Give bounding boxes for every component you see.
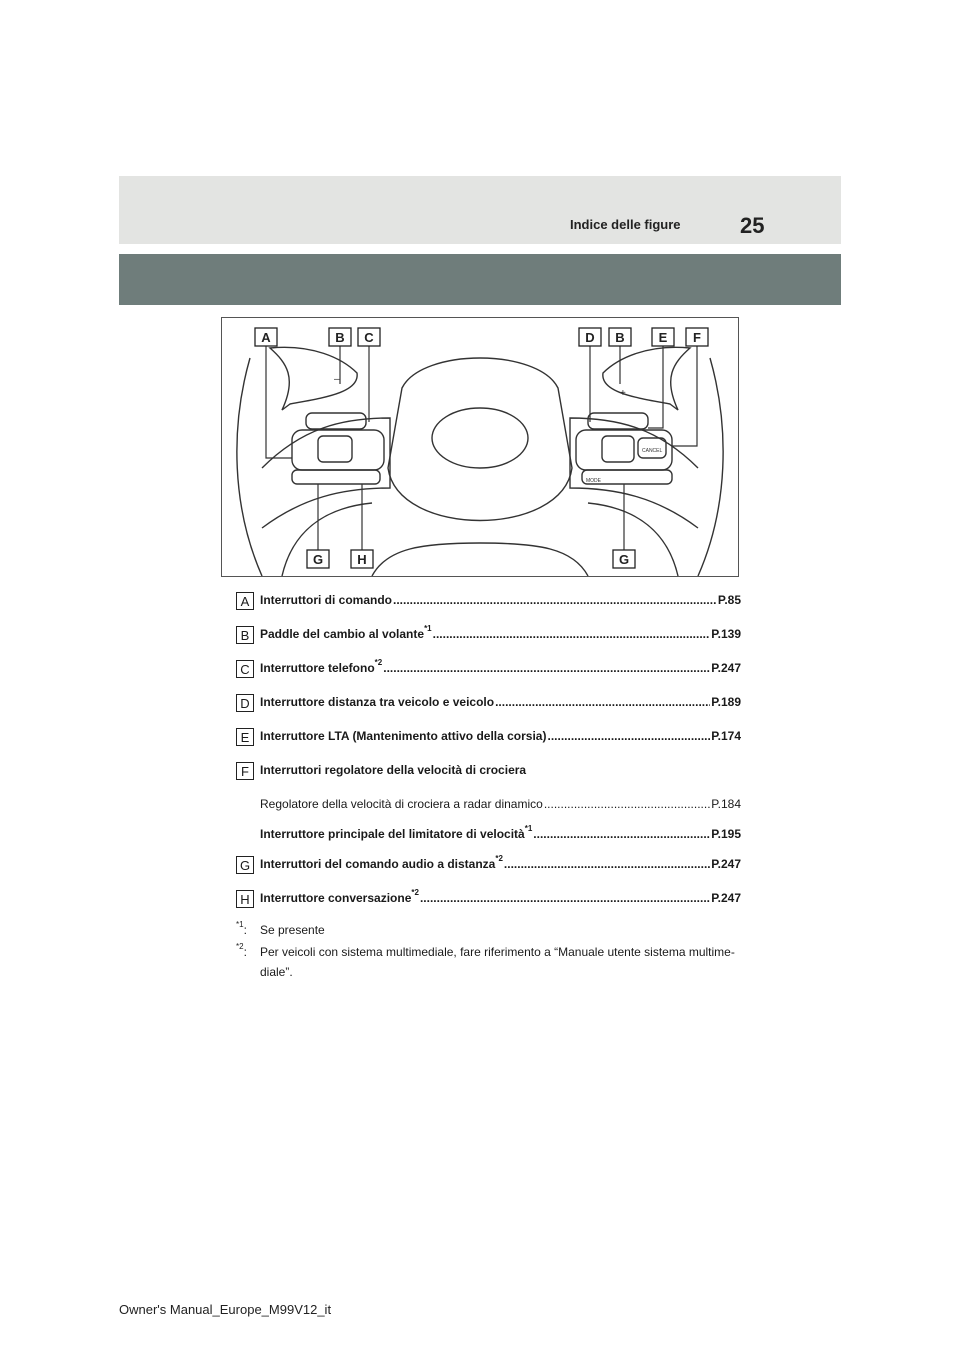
page-ref-link[interactable]: P.139 <box>711 627 741 641</box>
svg-text:MODE: MODE <box>586 478 601 484</box>
callout-b-right: B <box>615 330 625 345</box>
legend-letter: E <box>236 728 254 746</box>
steering-wheel-figure <box>221 317 739 577</box>
legend-list <box>236 586 741 918</box>
callout-f: F <box>693 330 701 345</box>
footnote: $^{*1}$: Se presente <box>236 920 325 937</box>
steering-wheel-illustration <box>222 318 738 576</box>
legend-text: Interruttore principale del limitatore di velocità <box>260 827 525 841</box>
footnote-text: Se presente <box>260 923 325 937</box>
legend-subitem <box>236 790 741 820</box>
legend-item <box>236 688 741 722</box>
page-ref-link[interactable]: P.195 <box>711 827 741 841</box>
legend-text: Interruttore telefono <box>260 661 375 675</box>
page-ref-link[interactable]: P.189 <box>711 695 741 709</box>
legend-item <box>236 850 741 884</box>
legend-item <box>236 756 741 790</box>
page-ref-link[interactable]: P.247 <box>711 891 741 905</box>
footnotes <box>236 920 746 984</box>
page-number: 25 <box>740 213 765 238</box>
legend-letter: A <box>236 592 254 610</box>
callout-a: A <box>261 330 271 345</box>
legend-letter: C <box>236 660 254 678</box>
callout-b-left: B <box>335 330 345 345</box>
legend-item <box>236 620 741 654</box>
legend-letter: F <box>236 762 254 780</box>
legend-subitem <box>236 820 741 850</box>
page-ref-link[interactable]: P.184 <box>711 797 741 811</box>
legend-text: Paddle del cambio al volante <box>260 627 425 641</box>
legend-text: Interruttori regolatore della velocità di crociera <box>260 763 527 777</box>
footnote-mark: *2 <box>236 942 244 951</box>
legend-item <box>236 722 741 756</box>
svg-text:CANCEL: CANCEL <box>642 448 663 454</box>
page-ref-link[interactable]: P.247 <box>711 661 741 675</box>
callout-g-right: G <box>618 552 630 567</box>
legend-item <box>236 884 741 918</box>
callout-g-left: G <box>312 552 324 567</box>
footnote-mark: *2 <box>411 888 419 897</box>
legend-letter: H <box>236 890 254 908</box>
svg-text:–: – <box>334 374 340 385</box>
footnote-mark: *2 <box>374 658 383 667</box>
legend-letter: B <box>236 626 254 644</box>
legend-text: Interruttori del comando audio a distanza <box>260 857 496 871</box>
footnote-mark: *1 <box>424 624 432 633</box>
footnote-mark: *1 <box>236 920 244 929</box>
legend-text: Interruttori di comando <box>260 593 392 607</box>
footer-text: Owner's Manual_Europe_M99V12_it <box>119 1302 332 1317</box>
page-ref-link[interactable]: P.247 <box>711 857 741 871</box>
legend-text: Interruttore LTA (Mantenimento attivo della corsia) <box>260 729 547 743</box>
legend-letter: G <box>236 856 254 874</box>
header-band <box>119 176 841 244</box>
section-title: Indice delle figure <box>570 217 681 232</box>
footnote: $^{*2}$: Per veicoli con sistema multimediale, fare riferimento a “Manuale utente sistema multime-diale”. <box>236 942 735 979</box>
page-ref-link[interactable]: P.174 <box>711 729 741 743</box>
callout-d: D <box>585 330 595 345</box>
footnote-mark: *2 <box>495 854 503 863</box>
section-band <box>119 254 841 305</box>
page-ref-link[interactable]: P.85 <box>717 593 741 607</box>
legend-letter: D <box>236 694 254 712</box>
legend-text: Interruttore distanza tra veicolo e veicolo <box>260 695 495 709</box>
legend-item <box>236 654 741 688</box>
legend-text: Regolatore della velocità di crociera a radar dinamico <box>260 797 543 811</box>
callout-c: C <box>364 330 374 345</box>
footnote-mark: *1 <box>524 824 533 833</box>
legend-text: Interruttore conversazione <box>260 891 412 905</box>
callout-h: H <box>357 552 367 567</box>
footnote-text: Per veicoli con sistema multimediale, fare riferimento a “Manuale utente sistema multime-diale”. <box>260 945 735 979</box>
svg-text:+: + <box>620 388 626 399</box>
legend-item <box>236 586 741 620</box>
callout-e: E <box>658 330 668 345</box>
